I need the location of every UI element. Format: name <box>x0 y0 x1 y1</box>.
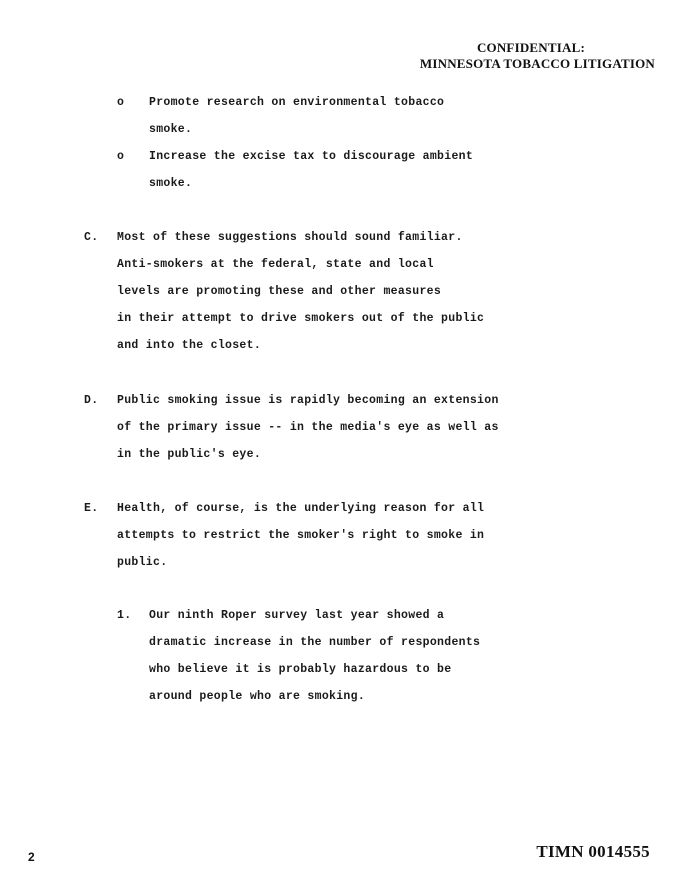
section-c <box>84 224 484 359</box>
section-d <box>84 387 499 468</box>
text-line: smoke. <box>149 177 193 190</box>
section-marker: C. <box>84 231 99 244</box>
text-line: in the public's eye. <box>117 448 262 461</box>
section-e <box>84 495 484 576</box>
bullet-item <box>117 143 473 197</box>
text-line: attempts to restrict the smoker's right to smoke in <box>117 529 485 542</box>
numbered-item <box>117 602 480 710</box>
page-number: 2 <box>28 850 35 864</box>
bates-number: TIMN 0014555 <box>536 842 650 861</box>
text-line: Anti-smokers at the federal, state and local <box>117 258 434 271</box>
text-line: levels are promoting these and other measures <box>117 285 442 298</box>
litigation-label: MINNESOTA TOBACCO LITIGATION <box>419 56 655 71</box>
text-line: Promote research on environmental tobacco <box>149 96 445 109</box>
bullet-marker: o <box>117 96 125 109</box>
text-line: Increase the excise tax to discourage ambient <box>149 150 474 163</box>
bullet-marker: o <box>117 150 125 163</box>
confidential-stamp <box>420 40 655 72</box>
item-number: 1. <box>117 609 132 622</box>
text-line: public. <box>117 556 168 569</box>
text-line: around people who are smoking. <box>149 690 366 703</box>
text-line: Public smoking issue is rapidly becoming an extension <box>117 394 499 407</box>
text-line: and into the closet. <box>117 339 262 352</box>
text-line: in their attempt to drive smokers out of the public <box>117 312 485 325</box>
confidential-label: CONFIDENTIAL: <box>476 40 585 55</box>
text-line: dramatic increase in the number of respondents <box>149 636 481 649</box>
text-line: who believe it is probably hazardous to be <box>149 663 452 676</box>
text-line: Our ninth Roper survey last year showed a <box>149 609 445 622</box>
text-line: Health, of course, is the underlying reason for all <box>117 502 485 515</box>
text-line: of the primary issue -- in the media's eye as well as <box>117 421 499 434</box>
section-marker: D. <box>84 394 99 407</box>
section-marker: E. <box>84 502 99 515</box>
text-line: smoke. <box>149 123 193 136</box>
text-line: Most of these suggestions should sound familiar. <box>117 231 463 244</box>
bullet-item <box>117 89 444 143</box>
